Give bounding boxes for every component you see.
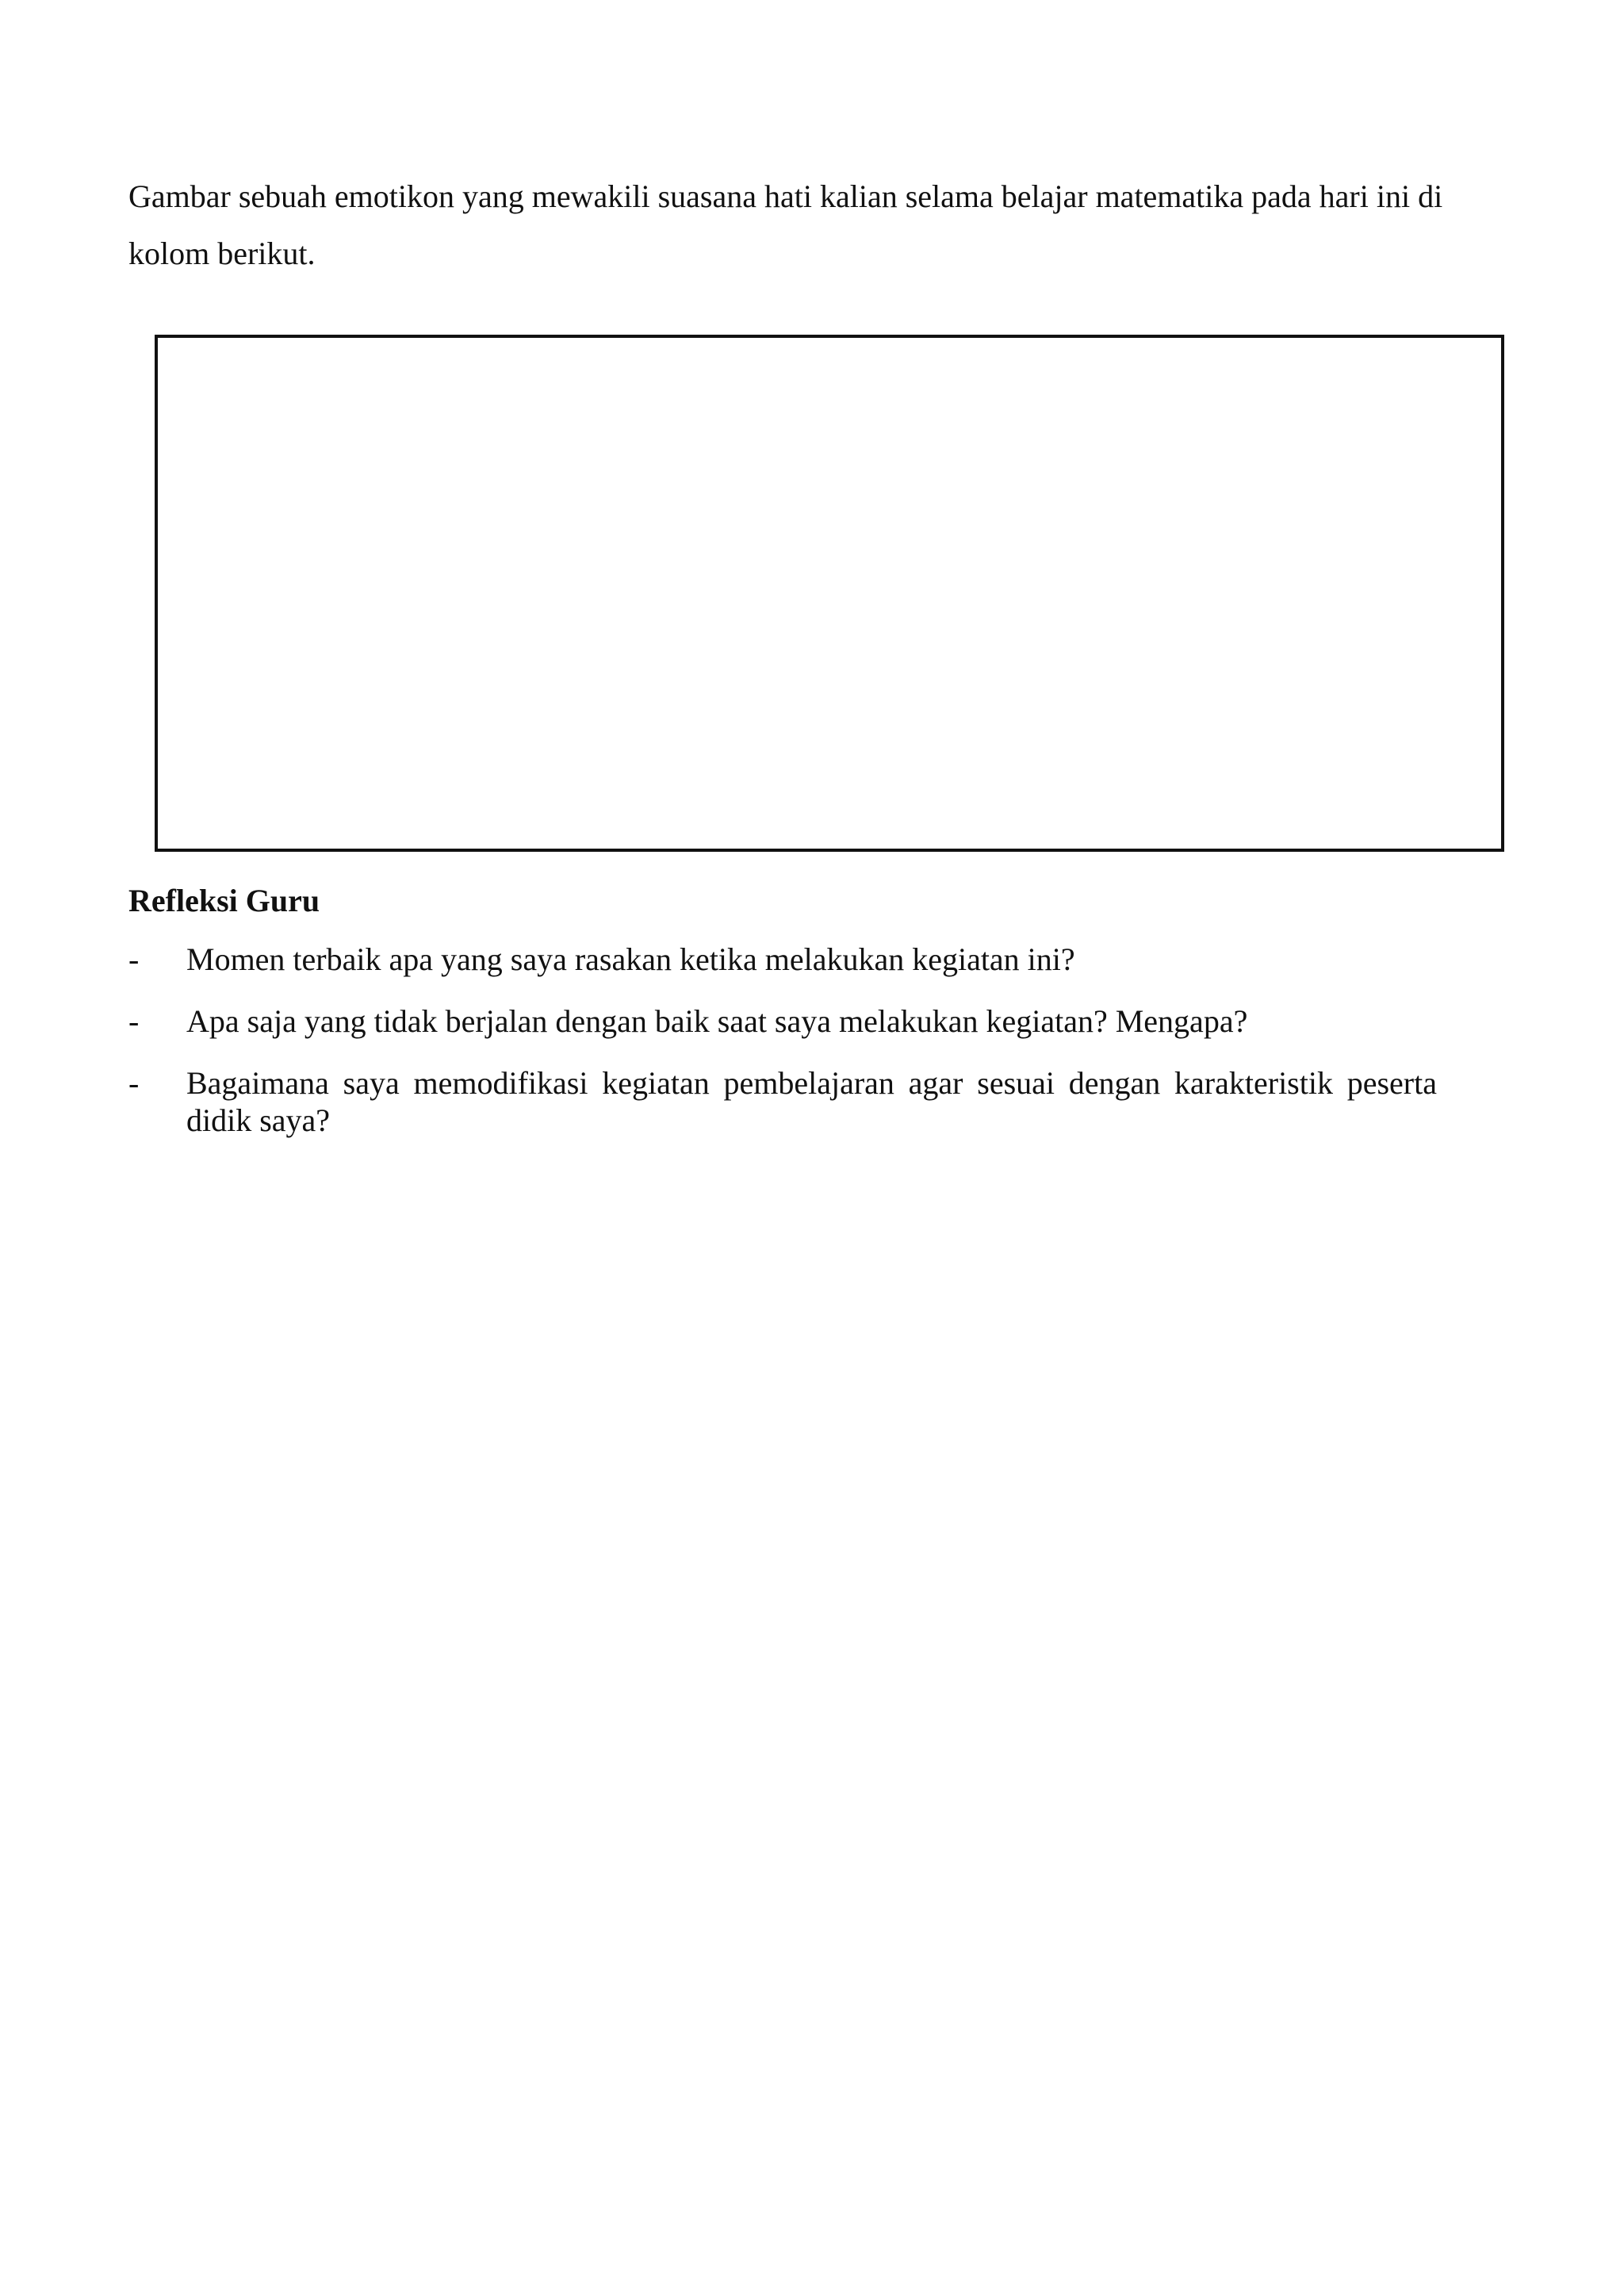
- emoticon-drawing-box[interactable]: [155, 335, 1504, 852]
- list-dash: -: [128, 1065, 140, 1101]
- teacher-reflection-list: [128, 941, 1437, 1163]
- list-dash: -: [128, 941, 140, 977]
- list-dash: -: [128, 1003, 140, 1039]
- reflection-question-text: Bagaimana saya memodifikasi kegiatan pembelajaran agar sesuai dengan karakteristik peserta didik saya?: [186, 1065, 1437, 1138]
- teacher-reflection-title: Refleksi Guru: [128, 883, 320, 918]
- reflection-question-text: Apa saja yang tidak berjalan dengan baik saat saya melakukan kegiatan? Mengapa?: [186, 1003, 1248, 1039]
- reflection-question-text: Momen terbaik apa yang saya rasakan ketika melakukan kegiatan ini?: [186, 941, 1075, 977]
- emoticon-instruction: Gambar sebuah emotikon yang mewakili suasana hati kalian selama belajar matematika pada hari ini di kolom berikut.: [128, 178, 1443, 271]
- reflection-question: [128, 1002, 1437, 1040]
- reflection-question: [128, 941, 1437, 978]
- reflection-question: [128, 1064, 1437, 1139]
